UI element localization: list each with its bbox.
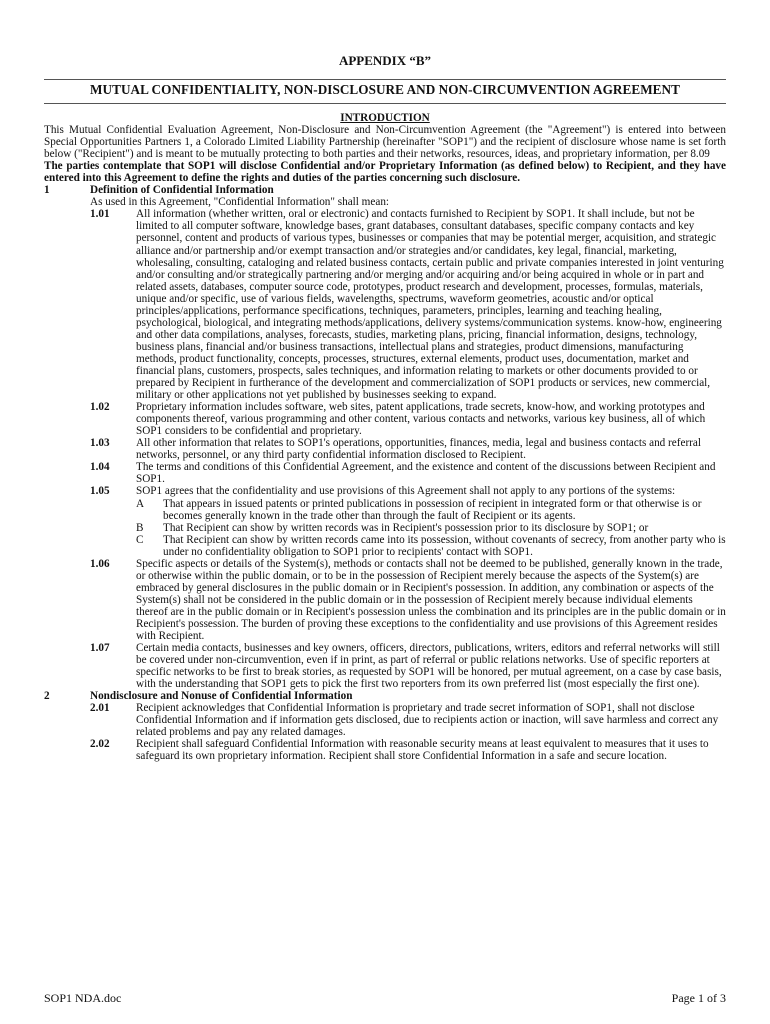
clause-number: 2.01 (90, 702, 110, 715)
clause-text: Specific aspects or details of the System(s), methods or contacts shall not be deemed to be published, generally known in the trade, or otherwise within the public domain, or to be in the possession of Recipient merely because the aspects of the System(s) are embraced by general disclosures in the public domain or in Recipient's possession. In addition, any combination or aspects of the System(s) shall not be considered in the public domain or in the possession of Recipient merely because individual elements thereof are in the public domain or in Recipient's possession unless the combination and its principles are in the public domain or in Recipient's possession. The burden of proving these exceptions to the confidentiality and use provisions of this Agreement resides with Recipient. (136, 557, 726, 643)
introduction-heading: INTRODUCTION (340, 112, 430, 124)
clause-number: 1.07 (90, 642, 110, 655)
intro-paragraph: This Mutual Confidential Evaluation Agreement, Non-Disclosure and Non-Circumvention Agreement (the "Agreement") is entered into between Special Opportunities Partners 1, a Colorado Limited Liability Partnership (hereinafter "SOP1") and the recipient of disclosure whose name is set forth below ("Recipient") and is meant to be mutually protecting to both parties and their networks, resources, ideas, and proprietary information, per 8.09 (44, 124, 726, 161)
intro-contemplation-paragraph: The parties contemplate that SOP1 will disclose Confidential and/or Proprietary Information (as defined below) to Recipient, and they have entered into this Agreement to define the rights and duties of the parties concerning such disclosure. (44, 160, 726, 185)
section-title: Nondisclosure and Nonuse of Confidential Information (90, 690, 353, 703)
section-2-heading (44, 690, 726, 702)
clause-text: The terms and conditions of this Confidential Agreement, and the existence and content of the discussions between Recipient and SOP1. (136, 461, 716, 486)
exception-text: That Recipient can show by written records was in Recipient's possession prior to its disclosure by SOP1; or (163, 521, 649, 534)
exception-item (44, 498, 726, 522)
clause-text: Certain media contacts, businesses and key owners, officers, directors, publications, writers, editors and referral networks will still be covered under non-circumvention, even if in print, as part of referral or public relations networks. Use of specific reporters at specific networks to be first to break stories, as requested by SOP1 will be honored, per mutual agreement, on a case by case basis, with the understanding that SOP1 gets to pick the first two reporters from its own preferred list (most especially the first one). (136, 642, 722, 691)
clause (44, 437, 726, 461)
clause-text: Recipient shall safeguard Confidential Information with reasonable security means at least equivalent to measures that it uses to safeguard its own proprietary information. Recipient shall store Confidential Information in a safe and secure location. (136, 738, 709, 763)
clause (44, 738, 726, 762)
clause-text: Recipient acknowledges that Confidential Information is proprietary and trade secret information of SOP1, shall not disclose Confidential Information and if information gets disclosed, due to recipients action or inaction, will save harmless and correct any related problems and pay any related damages. (136, 702, 719, 739)
clause-text: Proprietary information includes software, web sites, patent applications, trade secrets, know-how, and working prototypes and components thereof, various programming and other content, various contacts and networks, various key business, all of which SOP1 considers to be confidential and proprietary. (136, 401, 706, 438)
exception-letter: C (136, 533, 144, 546)
section-1-lead: As used in this Agreement, "Confidential Information" shall mean: (90, 196, 390, 209)
exception-item (44, 522, 726, 534)
section-number: 1 (44, 184, 50, 197)
clause-text: All information (whether written, oral or electronic) and contacts furnished to Recipient by SOP1. It shall include, but not be limited to all computer software, knowledge bases, grant databases, consultant databases, specific company contacts and key personnel, content and products of various types, businesses or companies that may be potential merger, acquisition, and strategic alliance and/or partnership and/or exempt transaction and/or strategies and/or candidates, key legal, financial, marketing, wholesaling, consulting, cataloging and related business contacts, certain public and private companies interested in joint venturing and/or consulting and/or strategically partnering and/or merging and/or acquiring and/or being acquired in whole or in part and related assets, databases, computer source code, prototypes, product research and development, processes, formulas, materials, unique and/or specific, use of various fields, wavelengths, spectrums, waveform geometries, acoustic and/or optical principles/applications, performance specifications, techniques, parameters, principles, learning and teaching healing, psychological, biological, and integrating methods/applications, delivery systems/communication systems. know-how, engineering and other data compilations, analyses, forecasts, studies, marketing plans, pricing, financial information, designs, technology, business plans, financial and/or business transactions, intellectual plans and strategies, product dimensions, manufacturing methods, product functionality, concepts, processes, structures, external elements, product uses, documentation, market and financial plans, customers, prospects, sales techniques, and information relating to markets or other documents provided to or prepared by Recipient in furtherance of the development and commercialization of SOP1 products or services, new commercial, military or other applications not yet published by businesses seeking to expand. (136, 208, 724, 402)
clause (44, 642, 726, 690)
exception-letter: B (136, 521, 144, 534)
document-body (44, 112, 726, 763)
clause (44, 208, 726, 401)
clause (44, 401, 726, 437)
clause (44, 461, 726, 485)
clause-text: All other information that relates to SOP1's operations, opportunities, finances, media, legal and business contacts and referral networks, personnel, or any third party confidential information disclosed to Recipient. (136, 437, 701, 462)
exception-item (44, 534, 726, 558)
clause-number: 1.06 (90, 557, 110, 570)
clause-number: 1.01 (90, 208, 110, 221)
clause-number: 2.02 (90, 738, 110, 751)
section-1-heading (44, 184, 726, 196)
footer-filename: SOP1 NDA.doc (44, 991, 122, 1005)
exception-text: That Recipient can show by written records came into its possession, without covenants of secrecy, from another party who is under no confidentiality obligation to SOP1 prior to recipients' contact with SOP1. (163, 533, 726, 558)
footer-page-number: Page 1 of 3 (671, 991, 726, 1005)
section-title: Definition of Confidential Information (90, 184, 274, 197)
clause-number: 1.02 (90, 401, 110, 414)
clause-text: SOP1 agrees that the confidentiality and use provisions of this Agreement shall not apply to any portions of the systems: (136, 485, 676, 498)
title-bottom-rule (44, 103, 726, 104)
title-top-rule (44, 79, 726, 80)
exception-letter: A (136, 497, 145, 510)
exception-text: That appears in issued patents or printed publications in possession of recipient in integrated form or that otherwise is or becomes generally known in the trade other than through the fault of Recipient or its agents. (163, 497, 702, 522)
clause-number: 1.04 (90, 461, 110, 474)
clause (44, 702, 726, 738)
clause-number: 1.03 (90, 437, 110, 450)
clause (44, 558, 726, 642)
appendix-label: APPENDIX “B” (338, 53, 432, 68)
clause (44, 485, 726, 497)
document-title: MUTUAL CONFIDENTIALITY, NON-DISCLOSURE AND NON-CIRCUMVENTION AGREEMENT (90, 82, 680, 97)
section-number: 2 (44, 690, 50, 703)
clause-number: 1.05 (90, 485, 110, 498)
